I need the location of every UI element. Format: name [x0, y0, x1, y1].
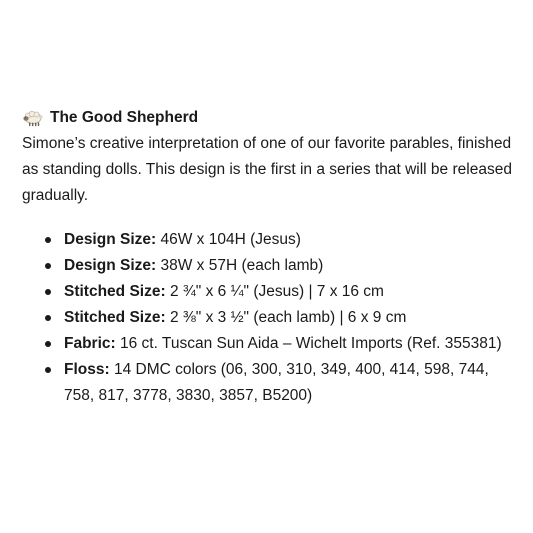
spec-value: 16 ct. Tuscan Sun Aida – Wichelt Imports (Ref. 355381): [115, 335, 502, 352]
spec-label: Stitched Size:: [64, 283, 166, 300]
spec-label: Fabric:: [64, 335, 116, 352]
spec-label: Design Size:: [64, 231, 157, 248]
spec-label: Stitched Size:: [64, 309, 166, 326]
spec-value: 2 ¾" x 6 ¼" (Jesus) | 7 x 16 cm: [165, 283, 384, 300]
spec-value: 2 ⅜" x 3 ½" (each lamb) | 6 x 9 cm: [165, 309, 407, 326]
post-title: The Good Shepherd: [50, 109, 199, 126]
spec-label: Floss:: [64, 361, 110, 378]
spec-item-stitched-size-jesus: [22, 279, 522, 305]
spec-label: Design Size:: [64, 257, 157, 274]
spec-value: 14 DMC colors (06, 300, 310, 349, 400, 414, 598, 744, 758, 817, 3778, 3830, 3857, B5200): [64, 361, 489, 404]
spec-item-floss: [22, 357, 522, 409]
spec-value: 46W x 104H (Jesus): [156, 231, 301, 248]
spec-item-fabric: [22, 331, 522, 357]
intro-paragraph: Simone’s creative interpretation of one of our favorite parables, finished as standing dolls. This design is the first in a series that will be released gradually.: [22, 135, 512, 204]
spec-item-stitched-size-lamb: [22, 305, 522, 331]
spec-item-design-size-lamb: [22, 253, 522, 279]
product-description: [22, 105, 522, 409]
title-row: [22, 105, 522, 131]
sheep-icon: [22, 109, 44, 127]
spec-item-design-size-jesus: [22, 227, 522, 253]
spec-value: 38W x 57H (each lamb): [156, 257, 324, 274]
specs-list: [22, 227, 522, 409]
